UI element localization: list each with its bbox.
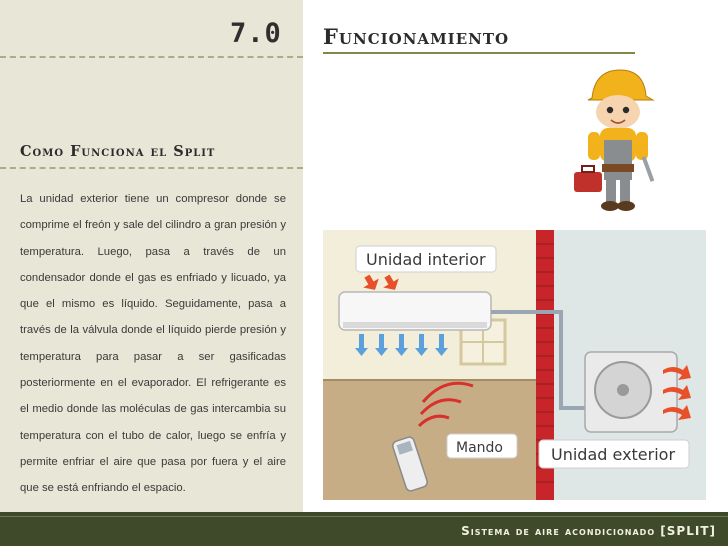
label-mando: Mando xyxy=(456,440,503,456)
label-interior: Unidad interior xyxy=(366,250,486,269)
split-diagram xyxy=(323,230,706,500)
body-paragraph: La unidad exterior tiene un compresor donde se comprime el freón y sale del cilindro a gran presión y temperatura. Luego, pasa a través de un condensador donde el gas es enfriado y licuado, ya que el mismo es líquido. Seguidamente, pasa a través de la válvula donde el líquido pierde presión y temperatura para pasar a ser gasificadas posteriormente en el evaporador. El refrigerante es el medio donde las moléculas de gas intercambia su temperatura con el tubo de calor, luego se enfría y permite enfriar el aire que pasa por fuera y el aire que se está enfriando el espacio. xyxy=(20,193,286,495)
label-exterior: Unidad exterior xyxy=(551,445,676,464)
subtitle-divider xyxy=(0,167,303,169)
section-number: 7.0 xyxy=(230,18,282,49)
header-divider xyxy=(0,56,303,58)
section-title: Funcionamiento xyxy=(323,24,510,49)
footer-band xyxy=(0,512,728,546)
title-underline xyxy=(323,52,635,54)
worker-illustration xyxy=(570,60,665,220)
subtitle: Como Funciona el Split xyxy=(20,143,216,160)
footer-text: Sistema de aire acondicionado [SPLIT] xyxy=(461,524,716,538)
